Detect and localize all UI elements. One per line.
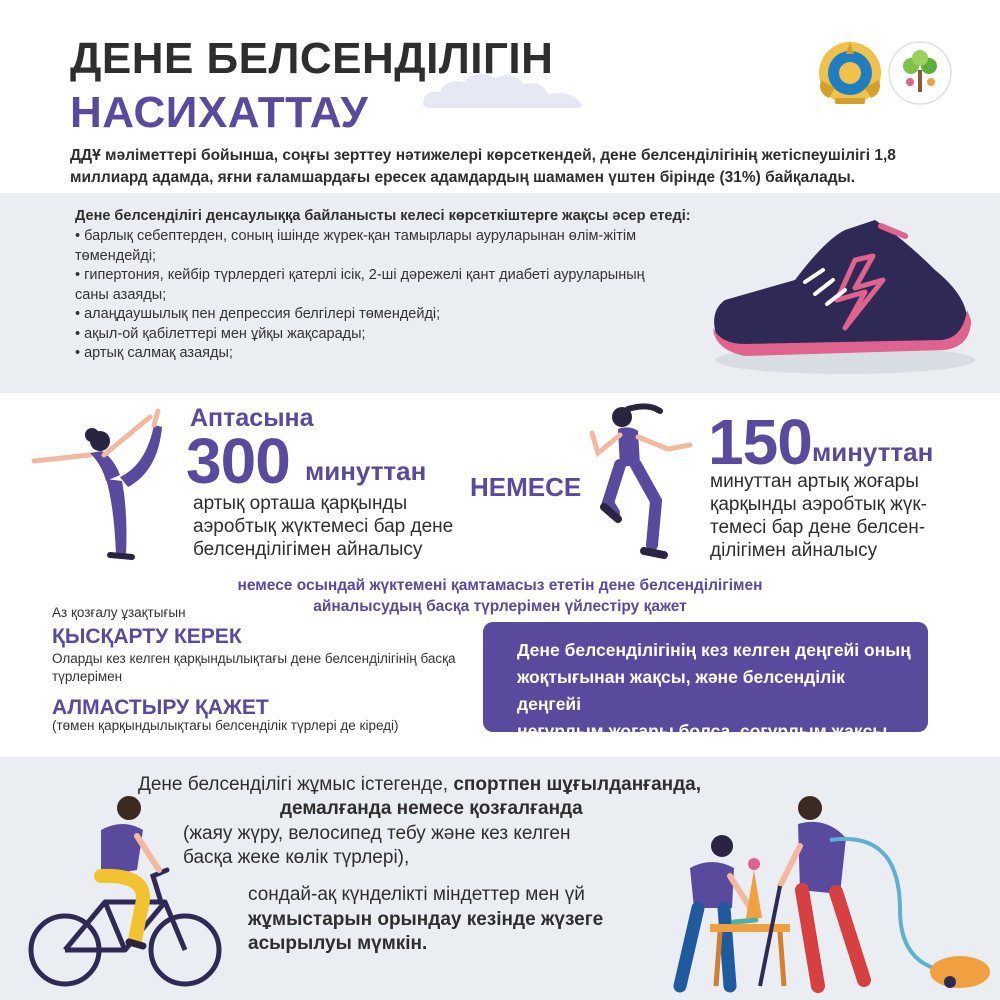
health-center-logo-icon bbox=[889, 42, 951, 104]
activity-line2: демалғанда немесе қозғалғанда bbox=[280, 798, 583, 819]
or-label: НЕМЕСЕ bbox=[470, 472, 582, 502]
option2-unit: минуттан bbox=[812, 437, 934, 467]
page-title-line2: НАСИХАТТАУ bbox=[70, 88, 369, 137]
housework-illustration bbox=[650, 790, 995, 995]
activity-line1: Дене белсенділігі жұмыс істегенде, спортпен шұғылданғанда, bbox=[138, 774, 702, 795]
intro-text: ДДҰ мәліметтері бойынша, соңғы зерттеу нәтижелері көрсеткендей, дене белсенділігінің жетіспеушілігі 1,8 миллиард адамда, яғни ғаламшардағы ересек адамдардың шамамен үштен бірінде (31%) байқалады. bbox=[70, 147, 896, 186]
reduce-heading: ҚЫСҚАРТУ КЕРЕК bbox=[52, 625, 242, 648]
logos bbox=[815, 38, 955, 108]
reduce-caption: Аз қозғалу ұзақтығын bbox=[52, 605, 186, 620]
replace-note: (төмен қарқындылықтағы белсенділік түрлері де кіреді) bbox=[52, 718, 399, 733]
page-title-line1: ДЕНЕ БЕЛСЕНДІЛІГІН bbox=[70, 34, 554, 83]
option2-number: 150 bbox=[708, 406, 812, 478]
list-item: • артық салмақ азаяды; bbox=[75, 345, 233, 361]
option1-week: Аптасына bbox=[190, 404, 314, 432]
benefits-list bbox=[75, 227, 755, 364]
combine-text: немесе осындай жүктемені қамтамасыз ететін дене белсенділігімен айналысудың басқа түрлерімен үйлестіру қажет bbox=[237, 577, 763, 615]
list-item: • ақыл-ой қабілеттері мен ұйқы жақсарады; bbox=[75, 325, 366, 342]
list-item: • барлық себептерден, соның ішінде жүрек-қан тамырлары ауруларынан өлім-жітім bbox=[75, 228, 637, 244]
list-item: • алаңдаушылық пен депрессия белгілері төмендейді; bbox=[75, 306, 441, 322]
replace-caption: Оларды кез келген қарқындылықтағы дене белсенділігінің басқа түрлерімен bbox=[52, 651, 456, 684]
list-item: саны азаяды; bbox=[75, 286, 167, 303]
activity-line3: (жаяу жүру, велосипед тебу және кез келген басқа жеке көлік түрлері), bbox=[183, 823, 571, 868]
cyclist-illustration bbox=[25, 790, 225, 995]
runner-woman-illustration bbox=[590, 395, 700, 565]
option1-number: 300 bbox=[186, 425, 290, 497]
option1-unit: минуттан bbox=[305, 456, 427, 486]
callout-box: Дене белсенділігінің кез келген деңгейі оның жоқтығынан жақсы, және белсенділік деңгейі неғұрлым жоғары болса, соғұрлым жақсы. bbox=[483, 622, 928, 732]
sneaker-illustration bbox=[705, 200, 975, 380]
list-item: төмендейді; bbox=[75, 247, 157, 264]
activity-line5: сондай-ақ күнделікті міндеттер мен үй bbox=[248, 884, 585, 905]
option1-description: артық орташа қарқынды аэробтық жүктемесі бар дене белсенділігімен айналысу bbox=[193, 493, 454, 560]
list-item: • гипертония, кейбір түрлердегі қатерлі ісік, 2-ші дәрежелі қант диабеті ауруларының bbox=[75, 267, 645, 283]
activity-line6: жұмыстарын орындау кезінде жүзеге асырылуы мүмкін. bbox=[248, 909, 604, 954]
yoga-woman-illustration bbox=[30, 405, 200, 565]
option2-description: минуттан артық жоғары қарқынды аэробтық жүк- темесі бар дене белсен- ділігімен айналысу bbox=[710, 471, 928, 561]
replace-heading: АЛМАСТЫРУ ҚАЖЕТ bbox=[52, 696, 269, 719]
state-emblem-icon bbox=[819, 42, 881, 104]
benefits-title: Дене белсенділігі денсаулыққа байланысты келесі көрсеткіштерге жақсы әсер етеді: bbox=[75, 208, 691, 224]
